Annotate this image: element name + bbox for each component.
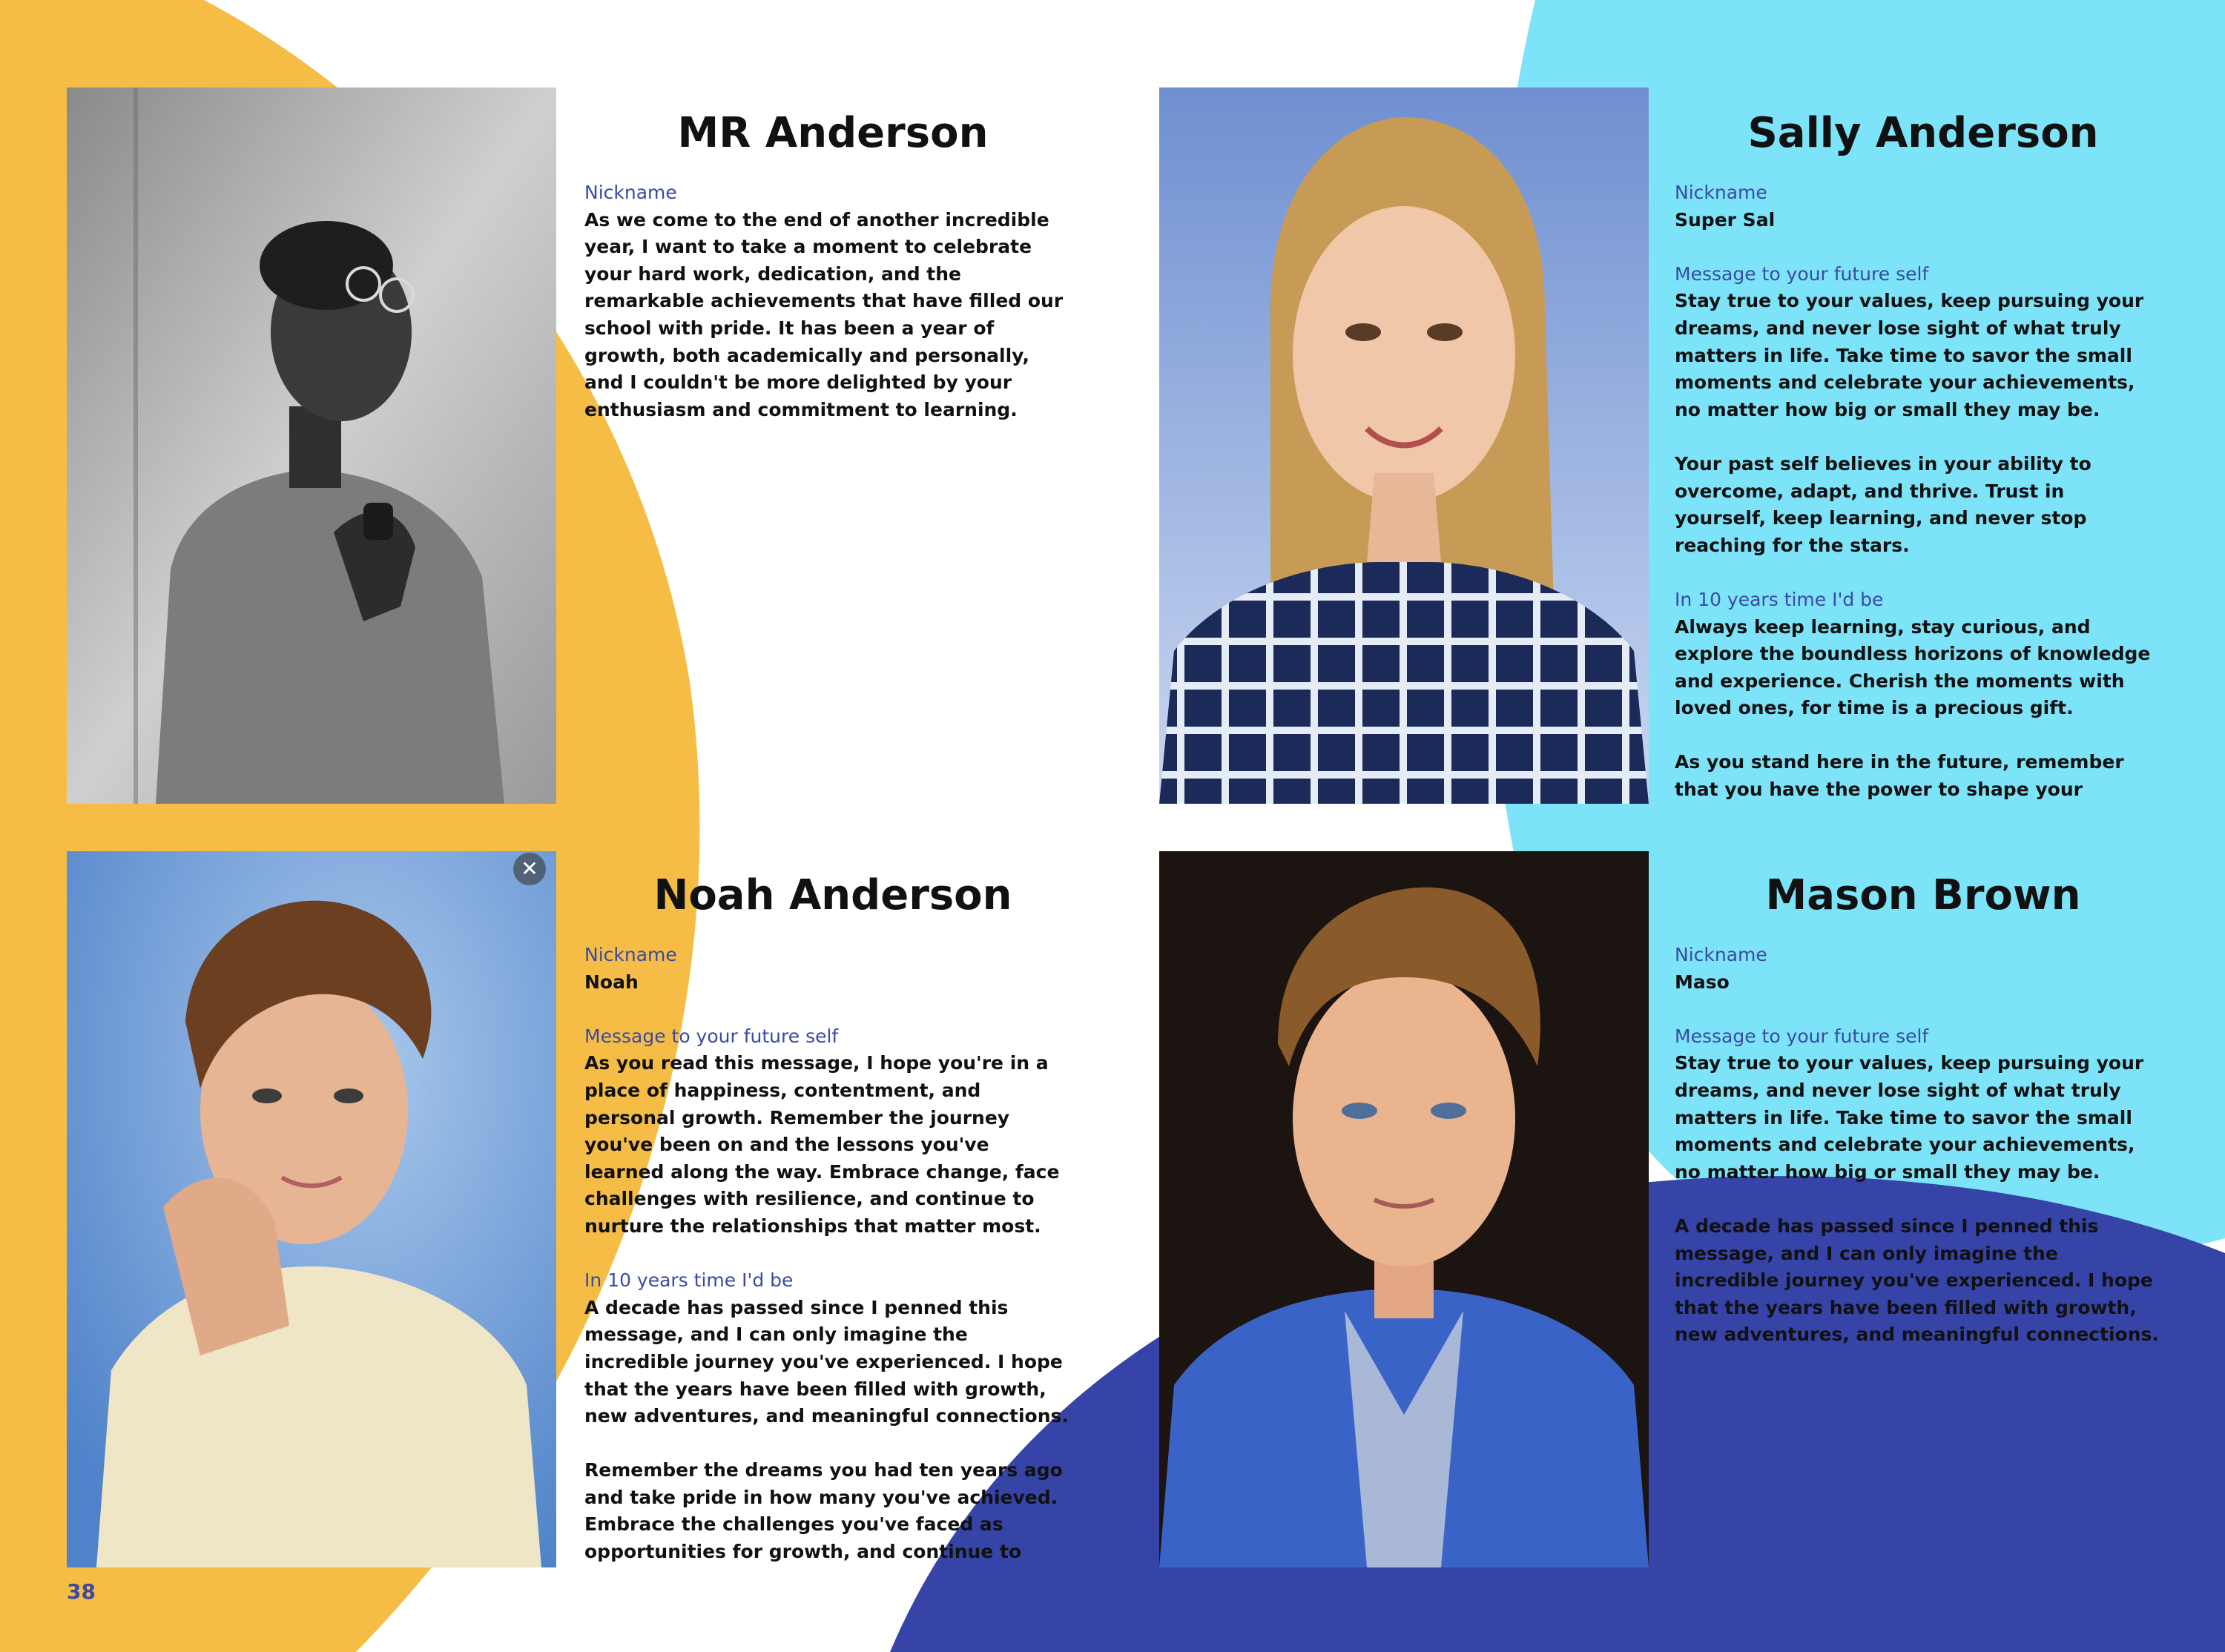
profile-name: MR Anderson xyxy=(677,109,989,157)
nickname-label: Nickname xyxy=(584,944,677,965)
portrait-photo-girl-plaid xyxy=(1159,87,1649,804)
page-number: 38 xyxy=(67,1579,96,1604)
future-self-label: Message to your future self xyxy=(584,1025,839,1047)
profile-card-4 xyxy=(1675,869,2172,1349)
future-self-value: Stay true to your values, keep pursuing your dreams, and never lose sight of what truly matters in life. Take time to savor the small moments and celebrate your achievements, no matter how big or small they may be. xyxy=(1675,1052,2144,1183)
close-icon[interactable]: ✕ xyxy=(513,853,546,885)
future-self-value: As you read this message, I hope you're in a place of happiness, contentment, and personal growth. Remember the journey you've been on and the lessons you've learned along the way. Embrace change, face challenges with resilience, and continue to nurture the relationships that matter most. xyxy=(584,1052,1060,1237)
portrait-photo-man-glasses xyxy=(67,87,556,804)
portrait-photo-boy-hand-chin xyxy=(67,851,556,1567)
profile-card-2 xyxy=(1675,107,2172,804)
nickname-value: Super Sal xyxy=(1675,208,1776,231)
nickname-label: Nickname xyxy=(1675,182,1767,203)
ten-years-value: Always keep learning, stay curious, and explore the boundless horizons of knowledge and experience. Cherish the moments with loved ones, for time is a precious gift. As you stand here in the future, remember that you have the power to shape your xyxy=(1675,615,2151,801)
nickname-value: Maso xyxy=(1675,971,1730,993)
future-self-label: Message to your future self xyxy=(1675,1025,1929,1047)
ten-years-value: A decade has passed since I penned this message, and I can only imagine the incredible journey you've experienced. I hope that the years have been filled with growth, new adventures, and meaningful connections. xyxy=(1675,1215,2159,1346)
profile-card-3 xyxy=(584,869,1081,1566)
profile-name: Mason Brown xyxy=(1765,871,2081,919)
profile-name: Noah Anderson xyxy=(653,871,1012,919)
nickname-label: Nickname xyxy=(584,182,677,203)
ten-years-label: In 10 years time I'd be xyxy=(1675,588,1884,610)
future-self-value: Stay true to your values, keep pursuing your dreams, and never lose sight of what truly matters in life. Take time to savor the small moments and celebrate your achievements, no matter how big or small they may be. Your past self believes in your ability to overcome, adapt, and thrive. Trust in yourself, keep learning, and never stop reaching for the stars. xyxy=(1675,290,2144,556)
profile-name: Sally Anderson xyxy=(1747,109,2099,157)
profile-card-1 xyxy=(584,107,1081,423)
nickname-label: Nickname xyxy=(1675,944,1767,965)
nickname-value: As we come to the end of another incredible year, I want to take a moment to celebrate your hard work, dedication, and the remarkable achievements that have filled our school with pride. It has been a year of growth, both academically and personally, and I couldn't be more delighted by your enthusiasm and commitment to learning. xyxy=(584,208,1064,420)
nickname-value: Noah xyxy=(584,971,639,993)
ten-years-label: In 10 years time I'd be xyxy=(584,1269,794,1292)
future-self-label: Message to your future self xyxy=(1675,262,1929,285)
ten-years-value: A decade has passed since I penned this message, and I can only imagine the incredible journey you've experienced. I hope that the years have been filled with growth, new adventures, and meaningful connections. Remember the dreams you had ten years ago and take pride in how many you've achieved. Embrace the challenges you've faced as opportunities for growth, and continue to xyxy=(584,1296,1069,1563)
portrait-photo-boy-blue-sweater xyxy=(1159,851,1649,1567)
